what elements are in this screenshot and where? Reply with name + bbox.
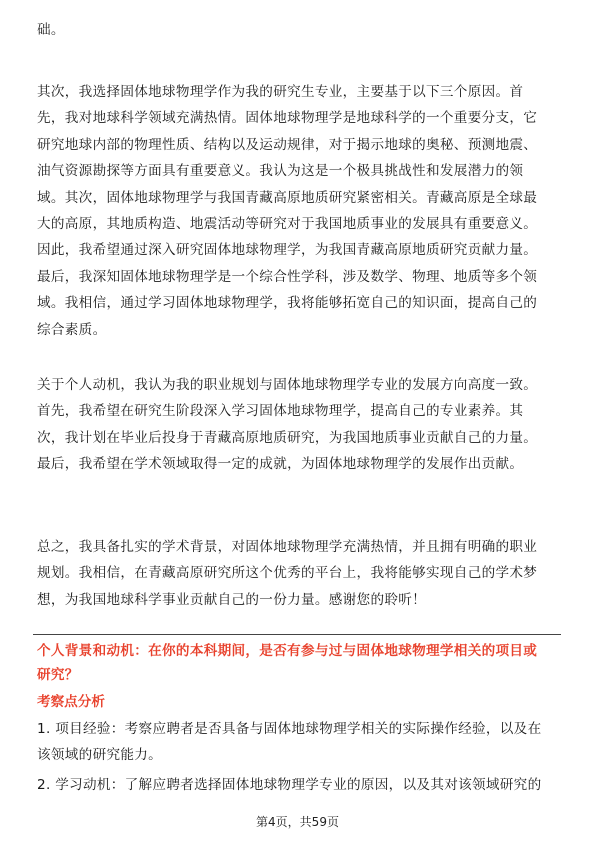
analysis-list (37, 716, 562, 802)
paragraph-reasons: 其次，我选择固体地球物理学作为我的研究生专业，主要基于以下三个原因。首 先，我对地球科学领域充满热情。固体地球物理学是地球科学的一个重要分支，它 研究地球内部的物理性质、结构以及运动规律，对于揭示地球的奥秘、预测地震、 油气资源勘探等方面具有重要意义。我认为这是一个极具挑战性和发展潜力的领 域。其次，固体地球物理学与我国青藏高原地质研究紧密相关。青藏高原是全球最 大的高原，其地质构造、地震活动等研究对于我国地质事业的发展具有重要意义。 因此，我希望通过深入研究固体地球物理学，为我国青藏高原地质研究贡献力量。 最后，我深知固体地球物理学是一个综合性学科，涉及数学、物理、地质等多个领 域。我相信，通过学习固体地球物理学，我将能够拓宽自己的知识面，提高自己的 综合素质。 (37, 84, 538, 338)
list-item: 1. 项目经验：考察应聘者是否具备与固体地球物理学相关的实际操作经验，以及在 该领域的研究能力。 (37, 721, 542, 763)
paragraph-summary: 总之，我具备扎实的学术背景，对固体地球物理学充满热情，并且拥有明确的职业 规划。我相信，在青藏高原研究所这个优秀的平台上，我将能够实现自己的学术梦 想，为我国地球科学事业贡献自己的一份力量。感谢您的聆听！ (37, 539, 538, 608)
page-number: 第4页，共59页 (256, 815, 339, 829)
interview-question: 个人背景和动机：在你的本科期间，是否有参与过与固体地球物理学相关的项目或 研究？ (37, 643, 538, 683)
section-divider (33, 634, 561, 635)
list-item: 2. 学习动机：了解应聘者选择固体地球物理学专业的原因，以及其对该领域研究的 (37, 777, 542, 793)
paragraph-fragment: 础。 (37, 22, 65, 38)
analysis-title: 考察点分析 (37, 694, 105, 710)
paragraph-motivation: 关于个人动机，我认为我的职业规划与固体地球物理学专业的发展方向高度一致。 首先，我希望在研究生阶段深入学习固体地球物理学，提高自己的专业素养。其 次，我计划在毕业后投身于青藏高原地质研究，为我国地质事业贡献自己的力量。 最后，我希望在学术领域取得一定的成就，为固体地球物理学的发展作出贡献。 (37, 377, 538, 473)
